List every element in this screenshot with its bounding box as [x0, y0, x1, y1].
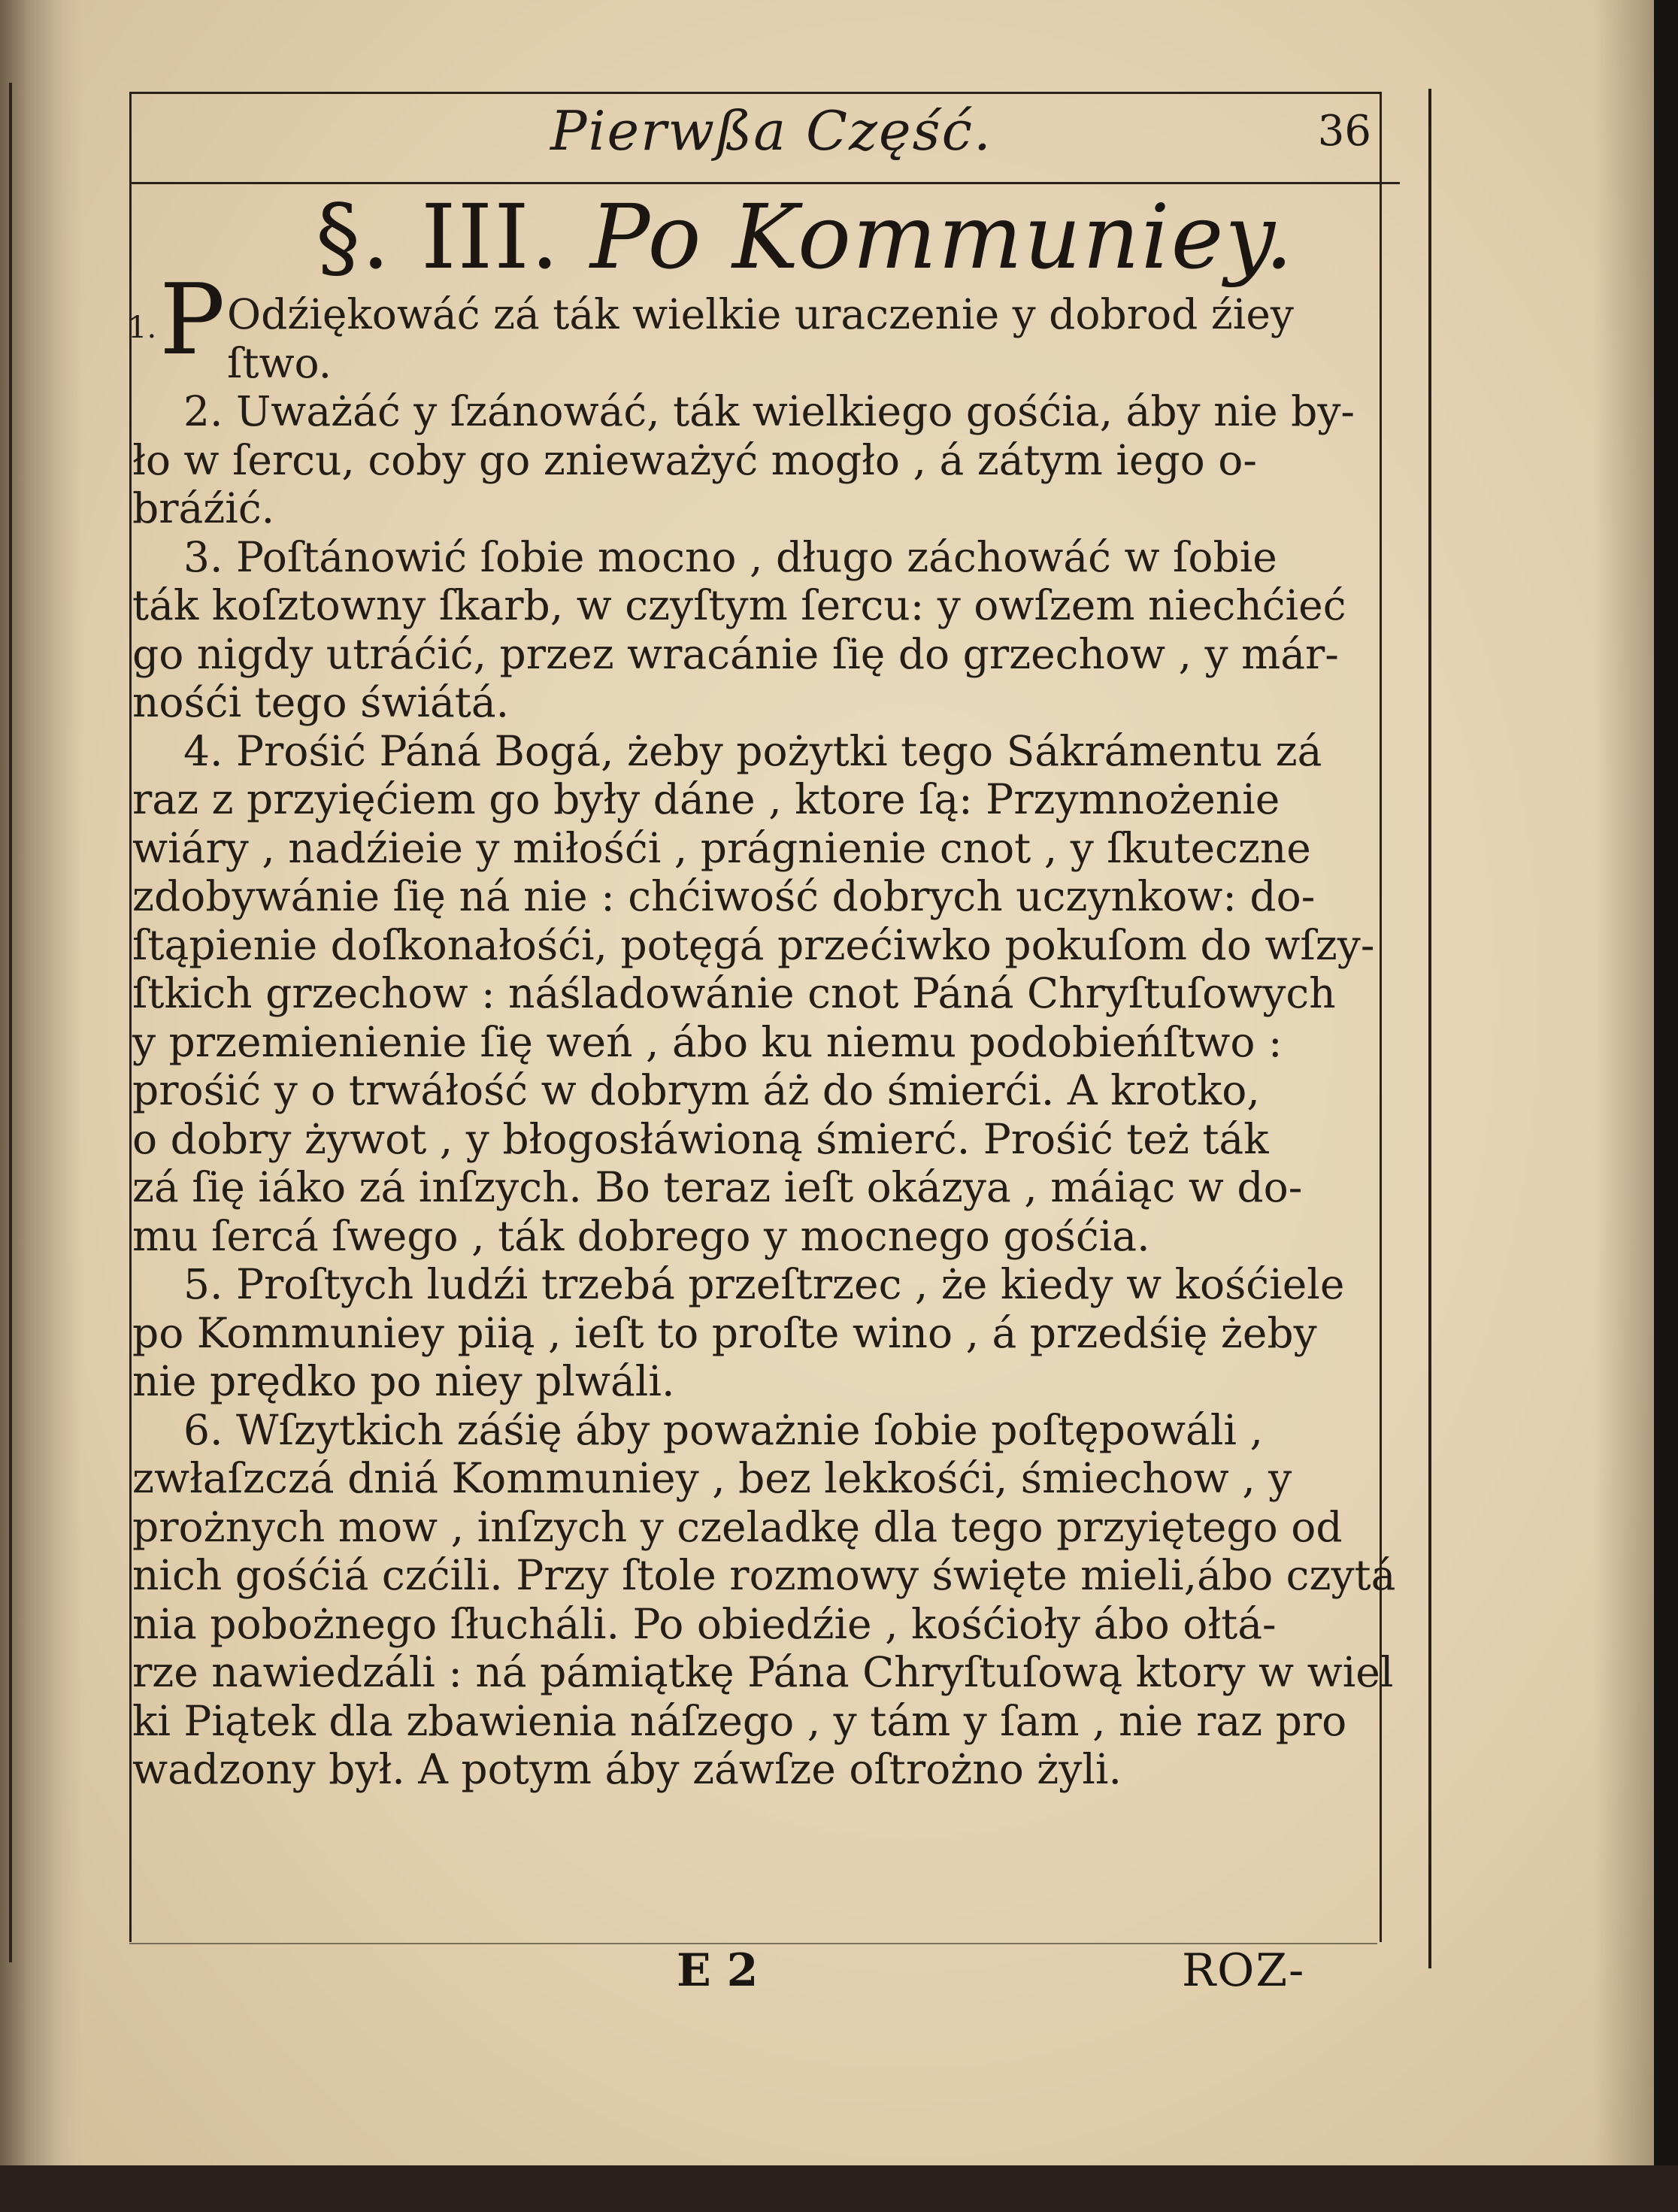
text-line: nich gośćiá czćili. Przy ſtole rozmowy święte mieli,ábo czytá: [132, 1551, 1396, 1599]
section-heading: [316, 185, 1295, 289]
text-line: rze nawiedzáli : ná pámiątkę Pána Chryſtuſową ktory w wiel: [132, 1648, 1394, 1696]
page-edge-shadow: [1594, 0, 1654, 2212]
text-line: mu ſercá ſwego , ták dobrego y mocnego gośćia.: [132, 1211, 1150, 1260]
text-line: 5. Proſtych ludźi trzebá przeſtrzec , że kiedy w kośćiele: [183, 1260, 1345, 1308]
paragraph-number: 1.: [128, 311, 157, 345]
text-line: nie prędko po niey plwáli.: [132, 1357, 675, 1405]
text-line: ták koſztowny ſkarb, w czyſtym ſercu: y owſzem niechćieć: [132, 581, 1346, 629]
text-line: wiáry , nadźieie y miłośći , prágnienie cnot , y ſkuteczne: [132, 823, 1311, 872]
text-line: ſtwo.: [227, 338, 332, 387]
text-line: 4. Prośić Páná Bogá, żeby pożytki tego Sákrámentu zá: [183, 726, 1322, 775]
text-line: ſtąpienie doſkonałośći, potęgá przećiwko pokuſom do wſzy-: [132, 920, 1375, 969]
text-line: ło w ſercu, coby go znieważyć mogło , á zátym iego o-: [132, 435, 1257, 484]
section-title: Po Kommuniey.: [589, 185, 1295, 289]
paragraph-3: [132, 533, 1380, 727]
text-line: wadzony był. A potym áby záwſze oſtrożno żyli.: [132, 1745, 1122, 1793]
page-gutter-shadow: [0, 0, 83, 2212]
paragraph-4: [132, 727, 1380, 1261]
text-line: zdobywánie ſię ná nie : chćiwość dobrych uczynkow: do-: [132, 872, 1316, 920]
paragraph-2: [132, 387, 1380, 533]
scan-bottom-border: [0, 2165, 1678, 2212]
text-line: ki Piątek dla zbawienia náſzego , y tám y ſam , nie raz pro: [132, 1696, 1347, 1745]
signature-mark: E 2: [677, 1944, 759, 1997]
text-line: 3. Poſtánowić ſobie mocno , długo záchowáć w ſobie: [183, 532, 1277, 581]
text-line: nośći tego świátá.: [132, 678, 510, 726]
body-text: [128, 262, 1396, 1794]
text-line: nia pobożnego ſłucháli. Po obiedźie , kośćioły ábo ołtá-: [132, 1599, 1277, 1648]
text-line: prożnych mow , inſzych y czeladkę dla tego przyiętego od: [132, 1502, 1343, 1551]
text-line-content: Odźiękowáć zá ták wielkie uraczenie y dobrod źiey: [227, 290, 1294, 338]
text-line: raz z przyięćiem go były dáne , ktore ſą: Przymnożenie: [132, 775, 1280, 823]
text-line: 6. Wſzytkich záśię áby poważnie ſobie poſtępowáli ,: [183, 1405, 1263, 1454]
drop-cap: P: [159, 262, 226, 377]
catchword: ROZ-: [1182, 1944, 1306, 1997]
facing-page-edge: [9, 83, 12, 1962]
text-line: po Kommuniey piią , ieſt to proſte wino , á przedśię żeby: [132, 1308, 1317, 1357]
text-line: bráźić.: [132, 484, 275, 532]
paragraph-6: [132, 1405, 1396, 1794]
section-number: §. III.: [316, 185, 561, 289]
text-line: o dobry żywot , y błogosłáwioną śmierć. Prośić też ták: [132, 1114, 1269, 1163]
running-head: [129, 99, 1377, 183]
text-line: zwłaſzczá dniá Kommuniey , bez lekkośći, śmiechow , y: [132, 1454, 1292, 1502]
header-rule: [129, 182, 1400, 184]
text-line: zá ſię iáko zá inſzych. Bo teraz ieſt okázya , máiąc w do-: [132, 1163, 1303, 1211]
page-border-right: [1428, 89, 1431, 1968]
paragraph-5: [132, 1260, 1380, 1406]
page-number: 36: [1317, 107, 1371, 156]
text-line: prośić y o trwáłość w dobrym áż do śmierći. A krotko,: [132, 1066, 1260, 1114]
running-head-title: Pierwßa Część.: [550, 99, 992, 162]
text-line: go nigdy utráćić, przez wracánie ſię do grzechow , y már-: [132, 629, 1339, 678]
text-line: ſtkich grzechow : náśladowánie cnot Páná Chryſtuſowych: [132, 969, 1336, 1017]
text-line: y przemienienie ſię weń , ábo ku niemu podobieńſtwo :: [132, 1017, 1283, 1066]
text-line: 2. Uważáć y ſzánowáć, ták wielkiego gośćia, áby nie by-: [183, 387, 1355, 435]
paragraph-1: [128, 262, 1380, 387]
